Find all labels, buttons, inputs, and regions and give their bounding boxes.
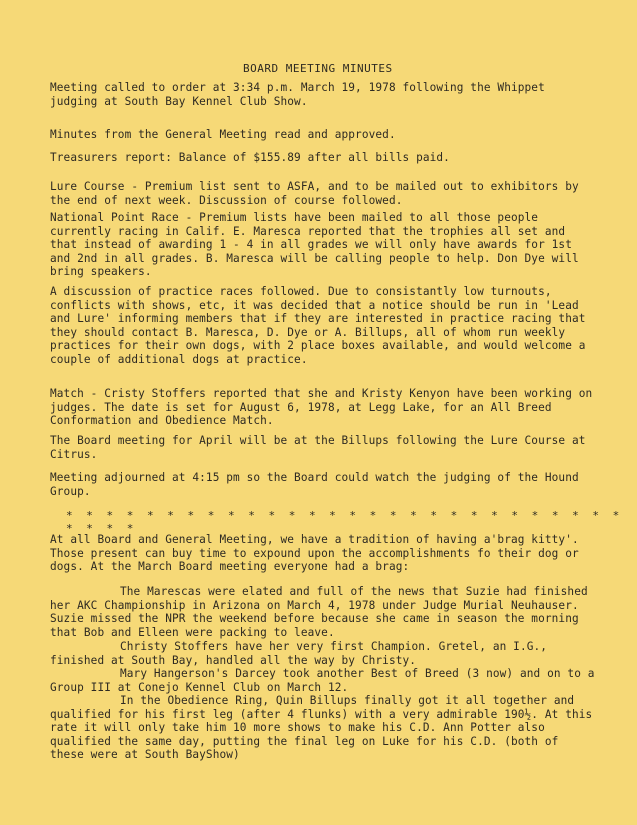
paragraph-brag-intro: At all Board and General Meeting, we have a tradition of having a'brag kitty'. Those present can buy time to expound upon the accomplishments fo their dog or dogs. At the March Board meeting everyone had a brag: <box>50 533 579 574</box>
paragraph-lure-course: Lure Course - Premium list sent to ASFA, and to be mailed out to exhibitors by the end of next week. Discussion of course followed. <box>50 180 579 207</box>
document-title: BOARD MEETING MINUTES <box>243 62 393 75</box>
paragraph-april-board: The Board meeting for April will be at the Billups following the Lure Course at Citrus. <box>50 434 586 461</box>
paragraph-practice-races: A discussion of practice races followed. Due to consistantly low turnouts, conflicts with shows, etc, it was decided that a notice should be run in 'Lead and Lure' informing members that if they are interested in practice racing that they should contact B. Maresca, D. Dye or A. Billups, all of whom run weekly practices for their own dogs, with 2 place boxes available, and would welcome a couple of additional dogs at practice. <box>50 285 586 366</box>
paragraph-minutes: Minutes from the General Meeting read and approved. <box>50 128 396 141</box>
paragraph-treasurer: Treasurers report: Balance of $155.89 after all bills paid. <box>50 151 450 164</box>
brag-christy-stoffers: Christy Stoffers have her very first Champion. Gretel, an I.G., finished at South Bay, handled all the way by Christy. <box>50 640 548 667</box>
brag-mary-hangerson: Mary Hangerson's Darcey took another Best of Breed (3 now) and on to a Group III at Conejo Kennel Club on March 12. <box>50 667 595 694</box>
paragraph-call-to-order: Meeting called to order at 3:34 p.m. March 19, 1978 following the Whippet judging at South Bay Kennel Club Show. <box>50 81 545 108</box>
paragraph-match: Match - Cristy Stoffers reported that she and Kristy Kenyon have been working on judges. The date is set for August 6, 1978, at Legg Lake, for an All Breed Conformation and Obedience Match. <box>50 387 593 428</box>
star-divider: * * * * * * * * * * * * * * * * * * * * * * * * * * * * * * * * <box>66 509 623 535</box>
paragraph-national-point-race: National Point Race - Premium lists have been mailed to all those people currently racing in Calif. E. Maresca reported that the trophies all set and that instead of awarding 1 - 4 in all grades we will only have awards for 1st and 2nd in all grades. B. Maresca will be calling people to help. Don Dye will bring speakers. <box>50 211 579 279</box>
paragraph-adjourned: Meeting adjourned at 4:15 pm so the Board could watch the judging of the Hound Group. <box>50 471 579 498</box>
brag-marescas: The Marescas were elated and full of the news that Suzie had finished her AKC Championship in Arizona on March 4, 1978 under Judge Murial Neuhauser. Suzie missed the NPR the weekend before because she came in season the morning that Bob and Elleen were packing to leave. <box>50 585 588 639</box>
brag-obedience: In the Obedience Ring, Quin Billups finally got it all together and qualified for his first leg (after 4 flunks) with a very admirable 190½. At this rate it will only take him 10 more shows to make his C.D. Ann Potter also qualified the same day, putting the final leg on Luke for his C.D. (both of these were at South BayShow) <box>50 694 593 762</box>
